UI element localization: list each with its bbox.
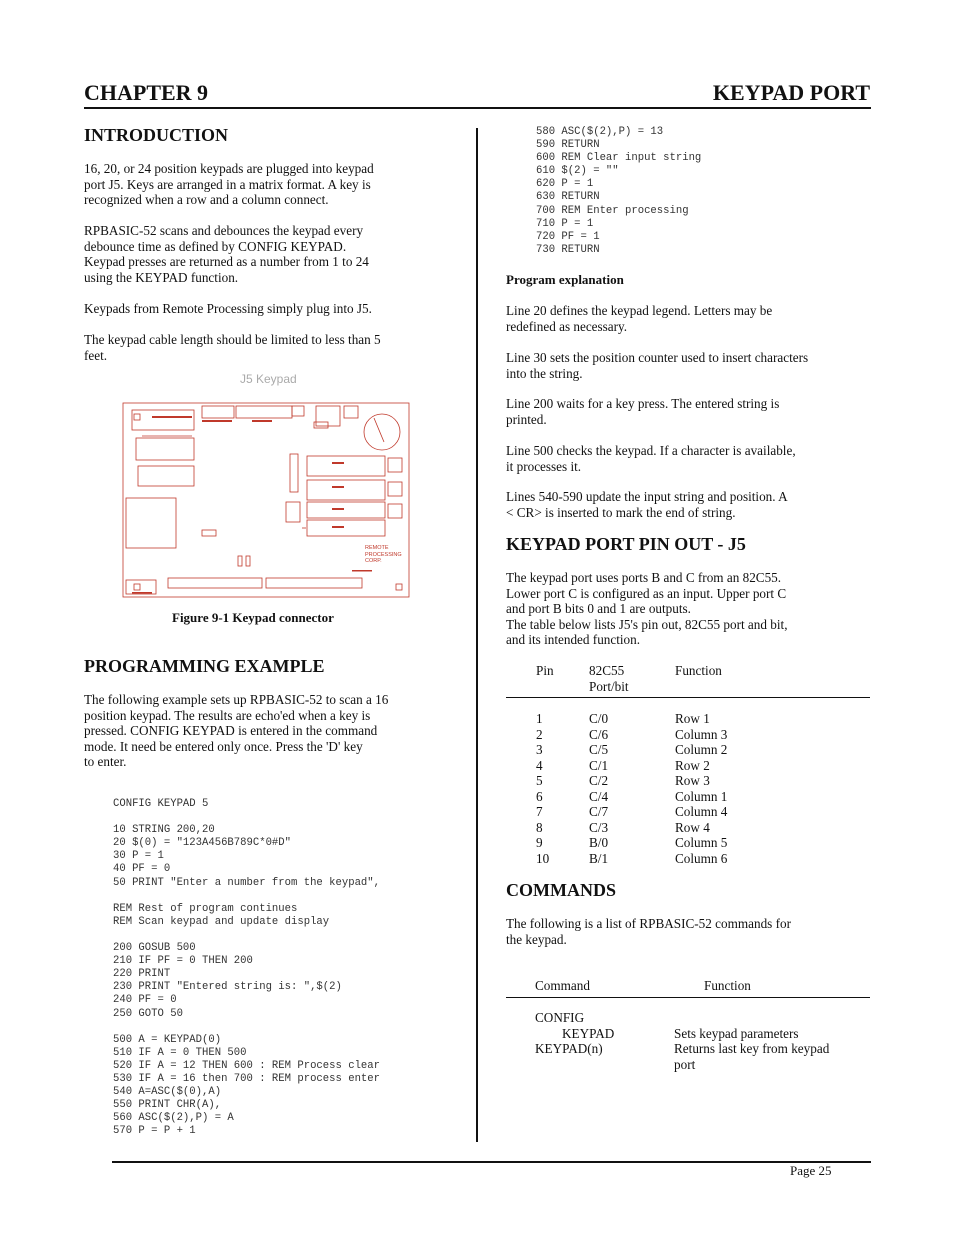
explanation-paragraph-4: Line 500 checks the keypad. If a character is available, it processes it. — [506, 443, 796, 474]
chapter-title: KEYPAD PORT — [712, 80, 870, 105]
explanation-paragraph-5: Lines 540-590 update the input string and position. A < CR> is inserted to mark the end of string. — [506, 489, 788, 520]
intro-paragraph-3: Keypads from Remote Processing simply plug into J5. — [84, 301, 372, 316]
intro-paragraph-2: RPBASIC-52 scans and debounces the keypad every debounce time as defined by CONFIG KEYPAD. Keypad presses are returned as a number from 1 to 24 using the KEYPAD function. — [84, 223, 369, 285]
footer-rule — [112, 1161, 871, 1163]
pin-table-functions: Row 1 Column 3 Column 2 Row 2 Row 3 Column 1 Column 4 Row 4 Column 5 Column 6 — [675, 711, 728, 866]
explanation-paragraph-3: Line 200 waits for a key press. The entered string is printed. — [506, 396, 780, 427]
header-rule — [84, 107, 871, 109]
intro-paragraph-4: The keypad cable length should be limited to less than 5 feet. — [84, 332, 381, 363]
board-maker-text: REMOTE PROCESSING CORP. — [365, 545, 402, 564]
code-listing-right: 580 ASC($(2),P) = 13 590 RETURN 600 REM Clear input string 610 $(2) = "" 620 P = 1 630 RETURN 700 REM Enter processing 710 P = 1 720 PF = 1 730 RETURN — [536, 126, 702, 256]
pin-table-rule — [506, 697, 870, 698]
column-divider — [476, 128, 478, 1142]
cmd-row2-function: Returns last key from keypad port — [674, 1041, 830, 1072]
commands-paragraph: The following is a list of RPBASIC-52 commands for the keypad. — [506, 916, 791, 947]
pinout-heading: KEYPAD PORT PIN OUT - J5 — [506, 534, 746, 554]
program-explanation-heading: Program explanation — [506, 272, 624, 287]
figure-label: J5 Keypad — [240, 372, 297, 386]
explanation-paragraph-1: Line 20 defines the keypad legend. Letters may be redefined as necessary. — [506, 303, 773, 334]
cmd-row1-command-a: CONFIG — [535, 1010, 585, 1025]
introduction-heading: INTRODUCTION — [84, 125, 229, 145]
programming-example-heading: PROGRAMMING EXAMPLE — [84, 656, 325, 676]
page-number: Page 25 — [790, 1163, 832, 1178]
chapter-number: CHAPTER 9 — [84, 80, 209, 105]
pin-table-header-pin: Pin — [536, 663, 554, 678]
pinout-paragraph: The keypad port uses ports B and C from an 82C55. Lower port C is configured as an input. Upper port C and port B bits 0 and 1 are outputs. The table below lists J5's pin out, 82C55 port and bit, and its intended function. — [506, 570, 788, 648]
pin-table-pins: 1 2 3 4 5 6 7 8 9 10 — [536, 711, 550, 866]
pin-table-ports: C/0 C/6 C/5 C/1 C/2 C/4 C/7 C/3 B/0 B/1 — [589, 711, 609, 866]
cmd-row1-function: Sets keypad parameters — [674, 1026, 799, 1041]
cmd-table-rule — [506, 997, 870, 998]
code-listing-left: CONFIG KEYPAD 5 10 STRING 200,20 20 $(0) = "123A456B789C*0#D" 30 P = 1 40 PF = 0 50 PRINT "Enter a number from the keypad", REM Rest of program continues REM Scan keypad and update display 200 GOSUB 500 210 IF PF = 0 THEN 200 220 PRINT 230 PRINT "Entered string is: ",$(2) 240 PF = 0 250 GOTO 50 500 A = KEYPAD(0) 510 IF A = 0 THEN 500 520 IF A = 12 THEN 600 : REM Process clear 530 IF A = 16 then 700 : REM process enter 540 A=ASC($(0),A) 550 PRINT CHR(A), 560 ASC($(2),P) = A 570 P = P + 1 — [113, 798, 381, 1138]
cmd-table-header-function: Function — [704, 978, 751, 993]
pin-table-header-port: 82C55 Port/bit — [589, 663, 629, 694]
circuit-board-figure — [122, 402, 410, 598]
cmd-table-header-command: Command — [535, 978, 590, 993]
commands-heading: COMMANDS — [506, 880, 616, 900]
figure-caption: Figure 9-1 Keypad connector — [172, 610, 334, 625]
programming-example-paragraph: The following example sets up RPBASIC-52 to scan a 16 position keypad. The results are echo'ed when a key is pressed. CONFIG KEYPAD is entered in the command mode. It need be entered only once. Press the 'D' key to enter. — [84, 692, 389, 770]
pin-table-header-function: Function — [675, 663, 722, 678]
explanation-paragraph-2: Line 30 sets the position counter used to insert characters into the string. — [506, 350, 809, 381]
intro-paragraph-1: 16, 20, or 24 position keypads are plugged into keypad port J5. Keys are arranged in a matrix format. A key is recognized when a row and a column connect. — [84, 161, 374, 208]
cmd-row2-command: KEYPAD(n) — [535, 1041, 603, 1056]
cmd-row1-command-b: KEYPAD — [562, 1026, 615, 1041]
